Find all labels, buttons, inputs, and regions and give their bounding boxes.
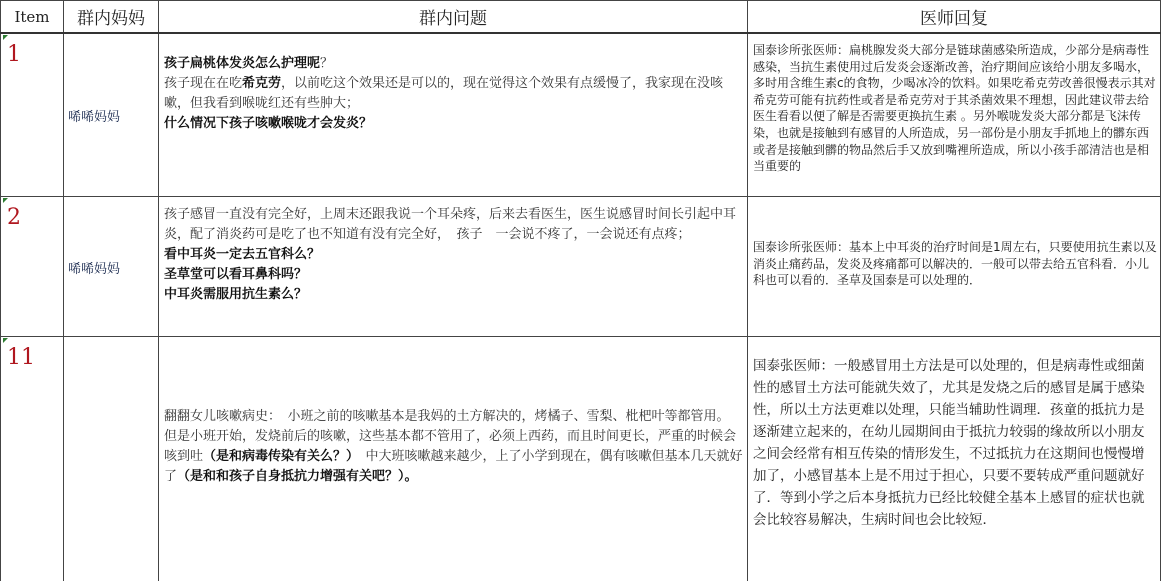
reply-cell[interactable] bbox=[748, 34, 1161, 196]
reply-text: 国泰诊所张医师：基本上中耳炎的治疗时间是1周左右，只要使用抗生素以及消炎止痛药品，发炎及疼痛都可以解决的．一般可以带去给五官科看．小儿科也可以看的．圣草及国泰是可以处理的． bbox=[753, 240, 1157, 288]
header-reply[interactable]: 医师回复 bbox=[748, 1, 1161, 32]
question-cell[interactable] bbox=[159, 34, 748, 196]
question-bold: 什么情况下孩子咳嗽喉咙才会发炎？ bbox=[164, 116, 373, 131]
item-number-cell[interactable] bbox=[0, 34, 64, 196]
mom-cell[interactable] bbox=[64, 337, 159, 581]
item-number: 11 bbox=[7, 345, 35, 370]
question-bold: 圣草堂可以看耳鼻科吗？ bbox=[164, 267, 308, 282]
question-span: 孩子现在在吃 bbox=[164, 76, 243, 91]
question-bold: 看中耳炎一定去五官科么？ bbox=[164, 247, 321, 262]
question-span: 孩子感冒一直没有完全好，上周末还跟我说一个耳朵疼，后来去看医生，医生说感冒时间长引起中耳炎，配了消炎药可是吃了也不知道有没有完全好， 孩子 一会说不疼了，一会说还有点疼； bbox=[164, 207, 737, 242]
reply-cell[interactable] bbox=[748, 197, 1161, 336]
item-number-cell[interactable] bbox=[0, 337, 64, 581]
question-bold: 中耳炎需服用抗生素么？ bbox=[164, 287, 308, 302]
comment-corner-icon bbox=[3, 198, 8, 203]
table-row bbox=[0, 337, 1161, 581]
comment-corner-icon bbox=[3, 35, 8, 40]
table-row bbox=[0, 34, 1161, 197]
question-bold: 希克劳 bbox=[242, 76, 282, 91]
question-span: 翻翻女儿咳嗽病史： 小班之前的咳嗽基本是我妈的土方解决的，烤橘子、雪梨、枇杷叶等都管用。 但是小班开始，发烧前后的咳嗽，这些基本都不管用了，必须上西药，而且时间更长，严重的时候会咳到吐 bbox=[164, 409, 737, 464]
mom-name: 唏唏妈妈 bbox=[68, 110, 121, 125]
question-text bbox=[164, 407, 743, 487]
item-number: 2 bbox=[7, 205, 21, 230]
header-row bbox=[0, 0, 1161, 34]
reply-text: 国泰诊所张医师：扁桃腺发炎大部分是链球菌感染所造成，少部分是病毒性感染，当抗生素使用过后发炎会逐渐改善，治疗期间应该给小朋友多喝水，多时用含维生素c的食物，少喝冰冷的饮料。如果吃希克劳改善很慢表示其对希克劳可能有抗药性或者是希克劳对于其杀菌效果不理想，因此建议带去给医生看看以便了解是否需要更换抗生素 。另外喉咙发炎大部分都是飞沫传染，也就是接触到有感冒的人所造成，另一部份是小朋友手抓地上的髒东西或者是接触到髒的物品然后手又放到嘴裡所造成，所以小孩手部清洁也是相当重要的 bbox=[753, 43, 1156, 174]
question-text bbox=[164, 205, 743, 305]
mom-name: 唏唏妈妈 bbox=[68, 262, 121, 277]
reply-text: 国泰张医师：一般感冒用土方法是可以处理的，但是病毒性或细菌性的感冒土方法可能就失效了，尤其是发烧之后的感冒是属于感染性，所以土方法更难以处理，只能当辅助性调理．孩童的抵抗力是逐渐建立起来的，在幼儿园期间由于抵抗力较弱的缘故所以小朋友之间会经常有相互传染的情形发生，不过抵抗力在这期间也慢慢增加了，小感冒基本上是不用过于担心，只要不要转成严重问题就好了．等到小学之后本身抵抗力已经比较健全基本上感冒的症状也就会比较容易解决，生病时间也会比较短． bbox=[753, 358, 1145, 528]
mom-cell[interactable] bbox=[64, 34, 159, 196]
comment-corner-icon bbox=[3, 338, 8, 343]
item-number: 1 bbox=[7, 42, 21, 67]
question-span: ，以前吃这个效果还是可以的，现在觉得这个效果有点缓慢了，我家现在没咳嗽，但我看到喉咙红还有些肿大； bbox=[164, 76, 724, 111]
question-span: 中大班咳嗽越来越少，上了小学到现在，偶有咳嗽但基本几天就好了 bbox=[164, 449, 743, 484]
table-row bbox=[0, 197, 1161, 337]
question-text bbox=[164, 54, 743, 134]
header-question[interactable]: 群内问题 bbox=[159, 1, 748, 32]
header-item[interactable]: Item bbox=[0, 1, 64, 32]
question-bold: （是和病毒传染有关么？） bbox=[203, 449, 353, 464]
mom-cell[interactable] bbox=[64, 197, 159, 336]
question-span: ？ bbox=[320, 56, 334, 71]
question-cell[interactable] bbox=[159, 337, 748, 581]
question-bold: 孩子扁桃体发炎怎么护理呢 bbox=[164, 56, 321, 71]
question-cell[interactable] bbox=[159, 197, 748, 336]
item-number-cell[interactable] bbox=[0, 197, 64, 336]
header-mom[interactable]: 群内妈妈 bbox=[64, 1, 159, 32]
reply-cell[interactable] bbox=[748, 337, 1161, 581]
question-bold: （是和和孩子自身抵抗力增强有关吧？）。 bbox=[177, 469, 418, 484]
